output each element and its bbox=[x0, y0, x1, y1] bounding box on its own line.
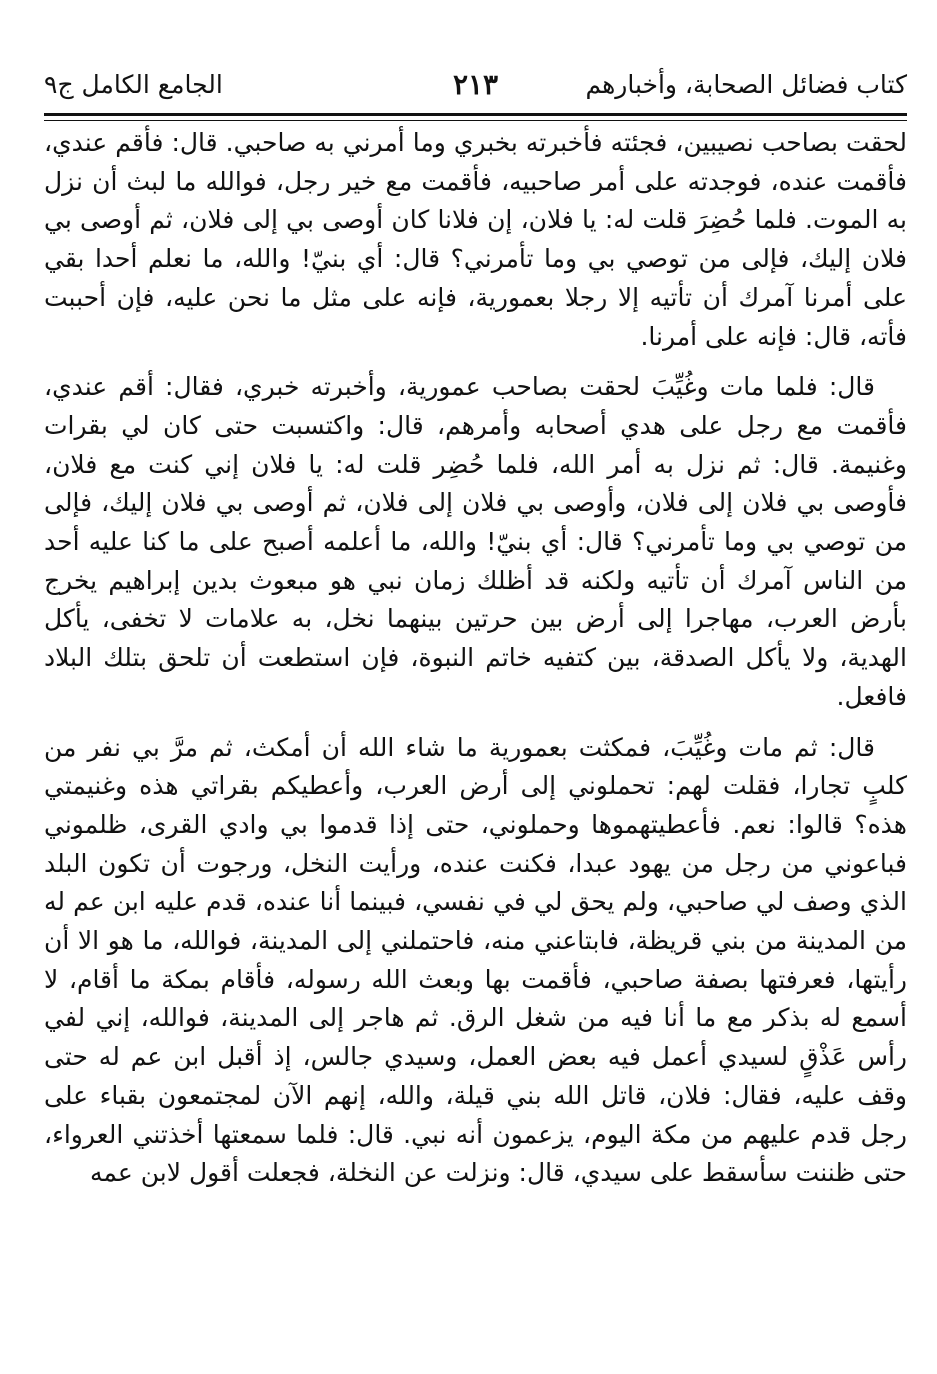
page-header bbox=[44, 62, 907, 112]
header-rule-thick bbox=[44, 113, 907, 116]
page-number: ٢١٣ bbox=[452, 68, 499, 101]
paragraph-3: قال: ثم مات وغُيِّبَ، فمكثت بعمورية ما شاء الله أن أمكث، ثم مرَّ بي نفر من كلبٍ تجارا، فقلت لهم: تحملوني إلى أرض العرب، وأعطيكم بقراتي هذه وغنيمتي هذه؟ قالوا: نعم. فأعطيتهموها وحملوني، حتى إذا قدموا بي وادي القرى، ظلموني فباعوني من رجل من يهود عبدا، فكنت عنده، ورأيت النخل، ورجوت أن تكون البلد الذي وصف لي صاحبي، ولم يحق لي في نفسي، فبينما أنا عنده، قدم عليه ابن عم له من المدينة من بني قريظة، فابتاعني منه، فاحتملني إلى المدينة، فوالله، ما هو الا أن رأيتها، فعرفتها بصفة صاحبي، فأقمت بها وبعث الله رسوله، فأقام بمكة ما أقام، لا أسمع له بذكر مع ما أنا فيه من شغل الرق. ثم هاجر إلى المدينة، فوالله، إني لفي رأس عَذْقٍ لسيدي أعمل فيه بعض العمل، وسيدي جالس، إذ أقبل ابن عم له حتى وقف عليه، فقال: فلان، قاتل الله بني قيلة، والله، إنهم الآن لمجتمعون بقباء على رجل قدم عليهم من مكة اليوم، يزعمون أنه نبي. قال: فلما سمعتها أخذتني العرواء، حتى ظننت سأسقط على سيدي، قال: ونزلت عن النخلة، فجعلت أقول لابن عمه bbox=[44, 732, 907, 1188]
paragraph-2: قال: فلما مات وغُيِّبَ لحقت بصاحب عمورية، وأخبرته خبري، فقال: أقم عندي، فأقمت مع رجل على هدي أصحابه وأمرهم، قال: واكتسبت حتى كان لي بقرات وغنيمة. قال: ثم نزل به أمر الله، فلما حُضِر قلت له: يا فلان إني كنت مع فلان، فأوصى بي فلان إلى فلان، وأوصى بي فلان إلى فلان، ثم أوصى بي فلان إليك، فإلى من توصي بي وما تأمرني؟ قال: أي بنيّ! والله، ما أعلمه أصبح على ما كنا عليه أحد من الناس آمرك أن تأتيه ولكنه قد أظلك زمان نبي هو مبعوث بدين إبراهيم يخرج بأرض العرب، مهاجرا إلى أرض بين حرتين بينهما نخل، به علامات لا تخفى، يأكل الهدية، ولا يأكل الصدقة، بين كتفيه خاتم النبوة، فإن استطعت أن تلحق بتلك البلاد فافعل. bbox=[44, 372, 907, 711]
header-rule-thin bbox=[44, 120, 907, 121]
body-text bbox=[44, 124, 907, 1193]
paragraph-1: لحقت بصاحب نصيبين، فجئته فأخبرته بخبري وما أمرني به صاحبي. قال: فأقم عندي، فأقمت عنده، فوجدته على أمر صاحبيه، فأقمت مع خير رجل، فوالله ما لبث أن نزل به الموت. فلما حُضِرَ قلت له: يا فلان، إن فلانا كان أوصى بي إلى فلان، ثم أوصى بي فلان إليك، فإلى من توصي بي وما تأمرني؟ قال: أي بنيّ! والله، ما نعلم أحدا بقي على أمرنا آمرك أن تأتيه إلا رجلا بعمورية، فإنه على مثل ما نحن عليه، فإن أحببت فأته، قال: فإنه على أمرنا. bbox=[44, 128, 907, 351]
running-head-volume: الجامع الكامل ج٩ bbox=[44, 70, 223, 99]
running-head-book-title: كتاب فضائل الصحابة، وأخبارهم bbox=[585, 70, 907, 99]
